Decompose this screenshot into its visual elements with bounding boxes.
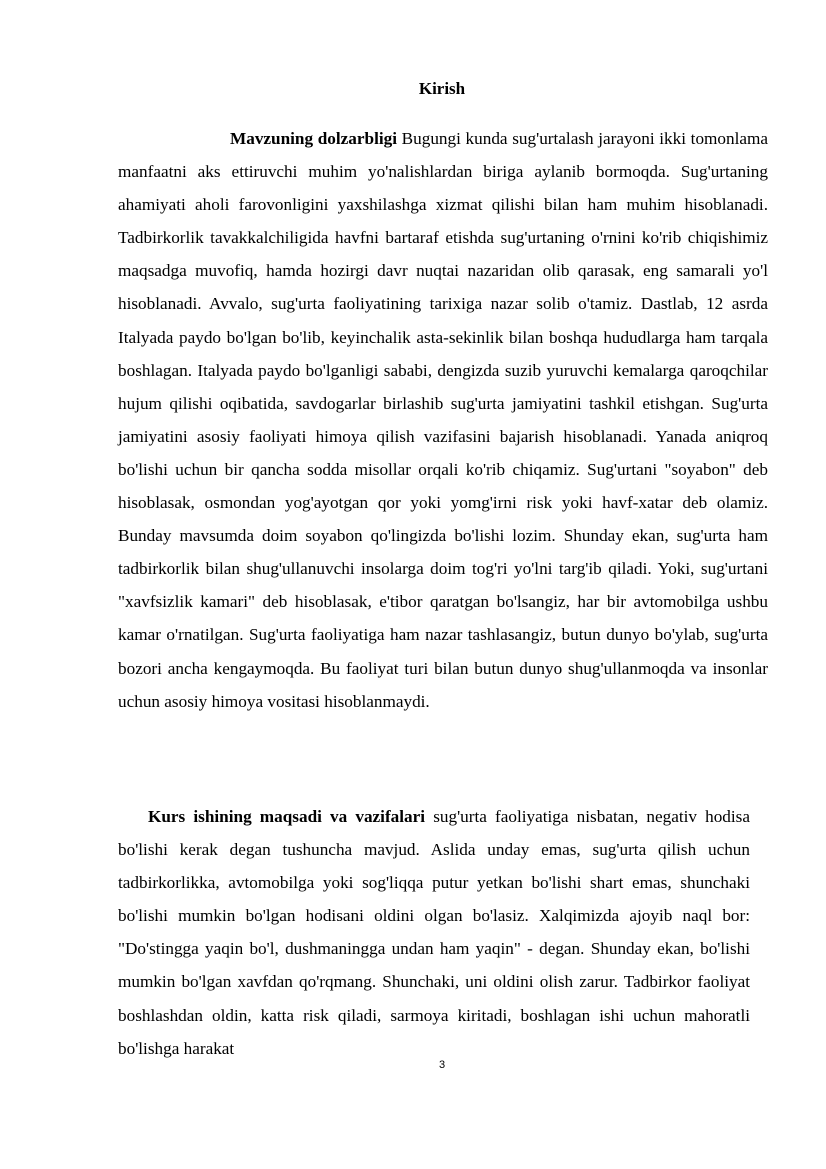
- section-title: Kirish: [418, 79, 466, 98]
- paragraph-lead: Mavzuning dolzarbligi: [230, 129, 398, 148]
- paragraph-relevance: [118, 122, 768, 718]
- paragraph-body: Bugungi kunda sug'urtalash jarayoni ikki tomonlama manfaatni aks ettiruvchi muhim yo'nalishlardan biriga aylanib bormoqda. Sug'urtaning ahamiyati aholi farovonligini yaxshilashga xizmat qilishi bilan ham muhim hisoblanadi. Tadbirkorlik tavakkalchiligida havfni bartaraf etishda sug'urtaning o'rnini ko'rib chiqishimiz maqsadga muvofiq, hamda hozirgi davr nuqtai nazaridan olib qarasak, eng samarali yo'l hisoblanadi. Avvalo, sug'urta faoliyatining tarixiga nazar solib o'tamiz. Dastlab, 12 asrda Italyada paydo bo'lgan bo'lib, keyinchalik asta-sekinlik bilan boshqa hududlarga ham tarqala boshlagan. Italyada paydo bo'lganligi sababi, dengizda suzib yuruvchi kemalarga qaroqchilar hujum qilishi oqibatida, savdogarlar birlashib sug'urta jamiyatini tashkil etishgan. Sug'urta jamiyatini asosiy faoliyati himoya qilish vazifasini bajarish hisoblanadi. Yanada aniqroq bo'lishi uchun bir qancha sodda misollar orqali ko'rib chiqamiz. Sug'urtani "soyabon" deb hisoblasak, osmondan yog'ayotgan qor yoki yomg'irni risk yoki havf-xatar deb olamiz. Bunday mavsumda doim soyabon qo'lingizda bo'lishi lozim. Shunday ekan, sug'urta ham tadbirkorlik bilan shug'ullanuvchi insolarga doim tog'ri yo'lni targ'ib qiladi. Yoki, sug'urtani "xavfsizlik kamari" deb hisoblasak, e'tibor qaratgan bo'lsangiz, har bir avtomobilga ushbu kamar o'rnatilgan. Sug'urta faoliyatiga ham nazar tashlasangiz, butun dunyo bo'ylab, sug'urta bozori ancha kengaymoqda. Bu faoliyat turi bilan butun dunyo shug'ullanmoqda va insonlar uchun asosiy himoya vositasi hisoblanmaydi.: [118, 129, 768, 711]
- page-number: 3: [438, 1059, 446, 1071]
- paragraph-goals: [118, 800, 750, 1065]
- paragraph-body: sug'urta faoliyatiga nisbatan, negativ hodisa bo'lishi kerak degan tushuncha mavjud. Aslida unday emas, sug'urta qilish uchun tadbirkorlikka, avtomobilga yoki sog'liqqa putur yetkan bo'lishi shart emas, shunchaki bo'lishi mumkin bo'lgan hodisani oldini olgan bo'lasiz. Xalqimizda ajoyib naql bor: "Do'stingga yaqin bo'l, dushmaningga undan ham yaqin" - degan. Shunday ekan, bo'lishi mumkin bo'lgan xavfdan qo'rqmang. Shunchaki, uni oldini olish zarur. Tadbirkor faoliyat boshlashdan oldin, katta risk qiladi, sarmoya kiritadi, boshlagan ishi uchun mahoratli bo'lishga harakat: [118, 807, 750, 1058]
- paragraph-lead: Kurs ishining maqsadi va vazifalari: [148, 807, 426, 826]
